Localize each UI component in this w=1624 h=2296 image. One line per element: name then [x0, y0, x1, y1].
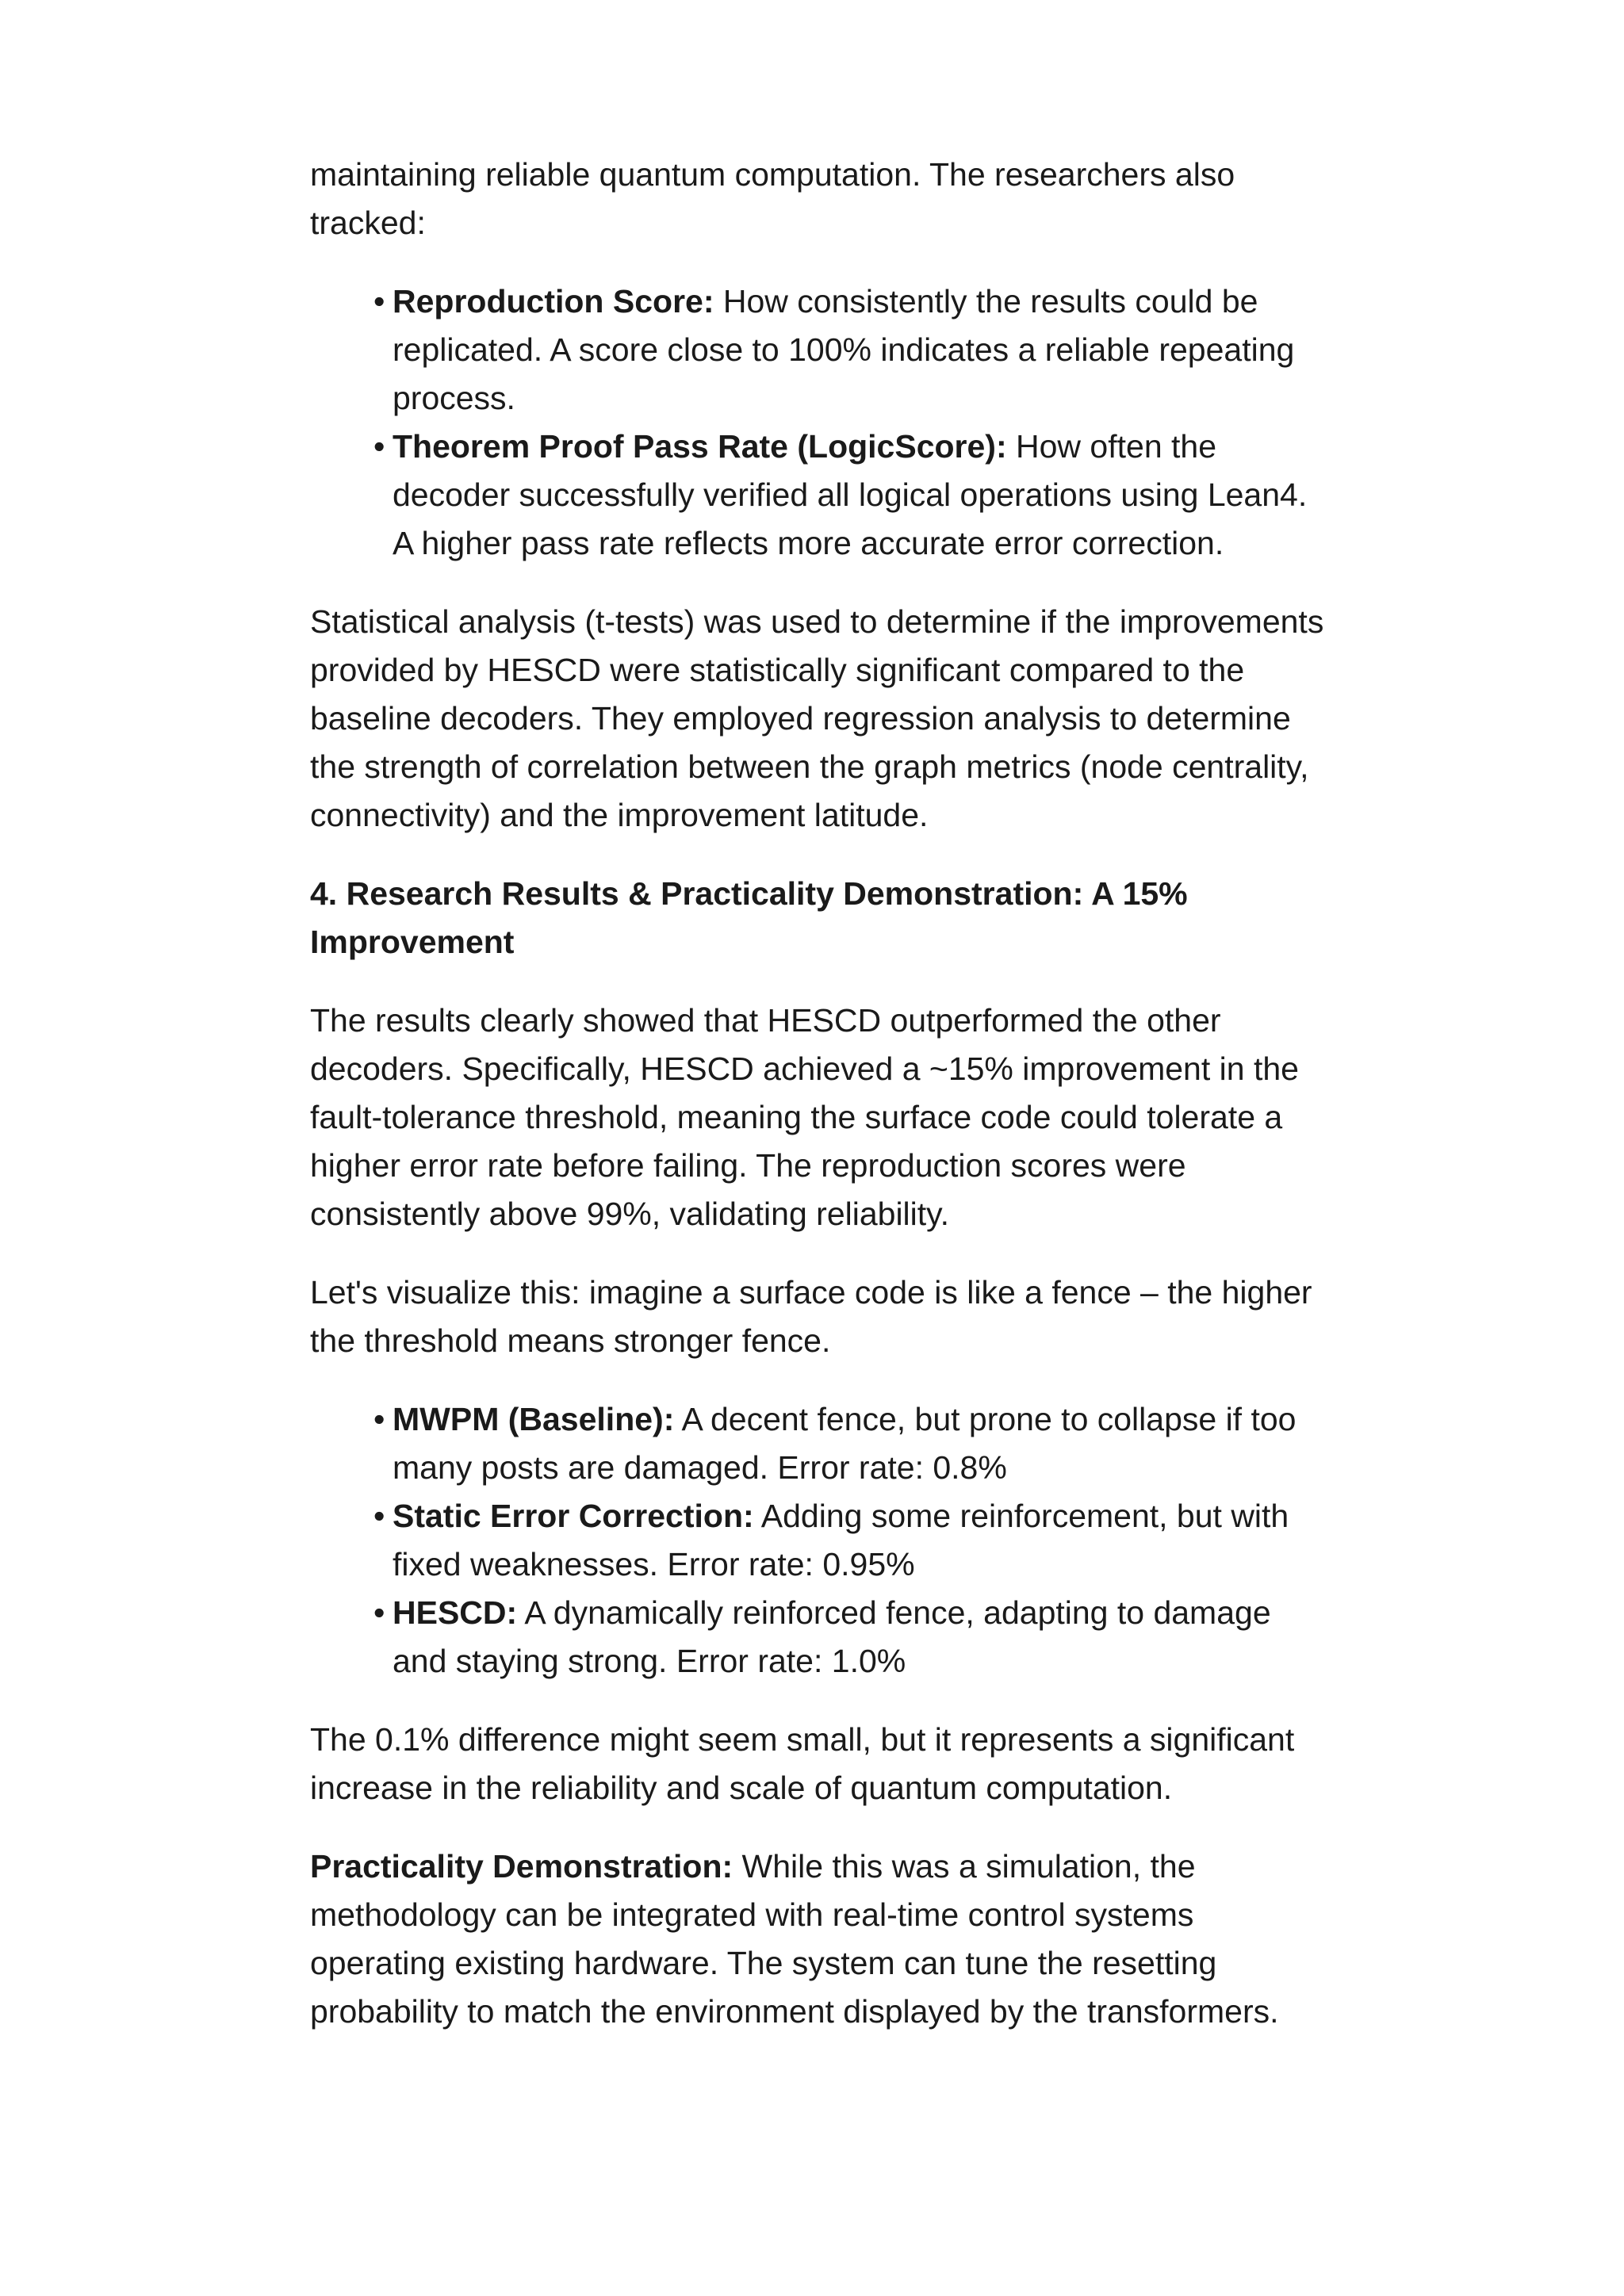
list-item	[373, 277, 1333, 423]
list-item-term: Reproduction Score:	[393, 283, 714, 320]
bullet-icon: •	[373, 1594, 385, 1631]
list-item-term: MWPM (Baseline):	[393, 1401, 675, 1437]
section-heading: 4. Research Results & Practicality Demonstration: A 15% Improvement	[310, 875, 1188, 960]
list-item-term: HESCD:	[393, 1594, 518, 1631]
list-item-term: Theorem Proof Pass Rate (LogicScore):	[393, 428, 1007, 465]
list-item-text: A decent fence, but prone to collapse if too many posts are damaged. Error rate: 0.8%	[393, 1401, 1297, 1486]
decoders-list	[310, 1395, 1333, 1686]
metrics-list	[310, 277, 1333, 568]
practicality-paragraph	[310, 1843, 1333, 2036]
stats-paragraph: Statistical analysis (t-tests) was used to determine if the improvements provided by HESCD were statistically significant compared to the baseline decoders. They employed regression analysis to determine the strength of correlation between the graph metrics (node centrality, connectivity) and the improvement latitude.	[310, 603, 1324, 833]
practicality-label: Practicality Demonstration:	[310, 1848, 733, 1885]
bullet-icon: •	[373, 428, 385, 465]
intro-paragraph: maintaining reliable quantum computation. The researchers also tracked:	[310, 156, 1235, 241]
list-item-text: How often the decoder successfully verified all logical operations using Lean4. A higher pass rate reflects more accurate error correction.	[393, 428, 1308, 561]
list-item-text: Adding some reinforcement, but with fixed weaknesses. Error rate: 0.95%	[393, 1498, 1289, 1582]
list-item-text: A dynamically reinforced fence, adapting to damage and staying strong. Error rate: 1.0%	[393, 1594, 1271, 1679]
list-item	[373, 423, 1333, 568]
difference-paragraph: The 0.1% difference might seem small, but it represents a significant increase in the reliability and scale of quantum computation.	[310, 1721, 1295, 1806]
document-page	[310, 151, 1333, 2066]
list-item	[373, 1395, 1333, 1492]
results-paragraph: The results clearly showed that HESCD outperformed the other decoders. Specifically, HESCD achieved a ~15% improvement in the fault-tolerance threshold, meaning the surface code could tolerate a higher error rate before failing. The reproduction scores were consistently above 99%, validating reliability.	[310, 1002, 1299, 1232]
bullet-icon: •	[373, 283, 385, 320]
practicality-text: While this was a simulation, the methodology can be integrated with real-time control systems operating existing hardware. The system can tune the resetting probability to match the environment displayed by the transformers.	[310, 1848, 1279, 2030]
bullet-icon: •	[373, 1498, 385, 1534]
list-item	[373, 1492, 1333, 1589]
list-item	[373, 1589, 1333, 1686]
analogy-paragraph: Let's visualize this: imagine a surface code is like a fence – the higher the threshold means stronger fence.	[310, 1274, 1312, 1359]
bullet-icon: •	[373, 1401, 385, 1437]
list-item-term: Static Error Correction:	[393, 1498, 754, 1534]
list-item-text: How consistently the results could be replicated. A score close to 100% indicates a reliable repeating process.	[393, 283, 1295, 416]
